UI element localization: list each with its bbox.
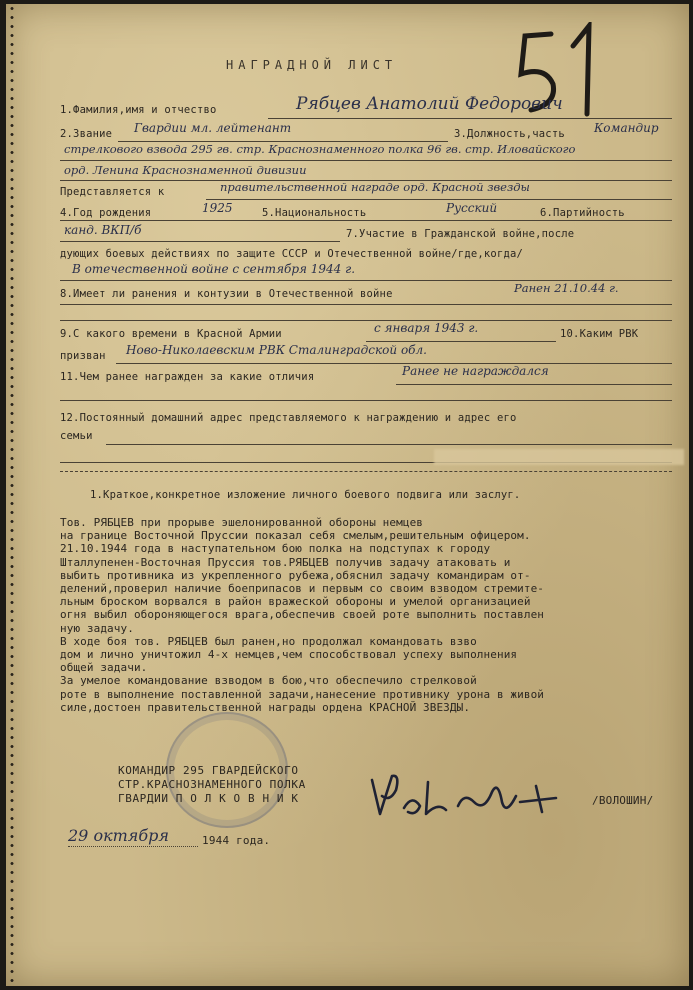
field-underline: [206, 199, 672, 200]
narrative-line: льным броском ворвался в район вражеской обороны и умелой организацией: [60, 595, 531, 609]
document-title: НАГРАДНОЙ ЛИСТ: [226, 58, 398, 72]
field-nationality-label: 5.Национальность: [262, 207, 367, 219]
field-armysince-label: 9.С какого времени в Красной Армии: [60, 328, 282, 340]
redacted-area: [434, 449, 684, 465]
narrative-line: 21.10.1944 года в наступательном бою полка на подступах к городу: [60, 542, 491, 556]
binding-holes: [10, 4, 14, 986]
field-underline: [60, 241, 340, 242]
field-underline: [60, 304, 672, 305]
narrative-line: делений,проверил наличие боеприпасов и первым со своим взводом стремите-: [60, 582, 545, 596]
field-underline: [60, 400, 672, 401]
award-sheet: [6, 4, 689, 986]
field-presented-value: правительственной награде орд. Красной звезды: [220, 180, 530, 194]
field-rvk-label-b: призван: [60, 350, 106, 362]
field-name-value: Рябцев Анатолий Федорович: [296, 94, 563, 114]
field-nationality-value: Русский: [446, 201, 498, 215]
field-underline: [116, 363, 672, 364]
field-rank-value: Гвардии мл. лейтенант: [134, 121, 292, 135]
field-underline: [60, 160, 672, 161]
field-civilwar-label-b: дующих боевых действиях по защите СССР и Отечественной войне/где,когда/: [60, 248, 524, 260]
field-wounds-value: Ранен 21.10.44 г.: [514, 281, 619, 295]
field-address-label-a: 12.Постоянный домашний адрес представляемого к награждению и адрес его: [60, 412, 517, 424]
field-underline: [396, 384, 672, 385]
narrative-line: на границе Восточной Пруссии показал себя смелым,решительным офицером.: [60, 529, 531, 543]
field-armysince-value: с января 1943 г.: [374, 321, 479, 335]
field-name-label: 1.Фамилия,имя и отчество: [60, 104, 217, 116]
field-rank-label: 2.Звание: [60, 128, 113, 140]
narrative-line: силе,достоен правительственной награды ордена КРАСНОЙ ЗВЕЗДЫ.: [60, 700, 471, 714]
date-underline: [68, 846, 198, 847]
field-position-label: 3.Должность,часть: [454, 128, 565, 140]
field-civilwar-label-a: 7.Участие в Гражданской войне,после: [346, 228, 575, 240]
field-prevaward-label: 11.Чем ранее награжден за какие отличия: [60, 371, 315, 383]
field-rvk-label: 10.Каким РВК: [560, 328, 639, 340]
date-handwritten: 29 октября: [68, 826, 169, 845]
field-position-cont1: стрелкового взвода 295 гв. стр. Краснознаменного полка 96 гв. стр. Иловайского: [64, 142, 576, 156]
narrative-line: Шталлупенен-Восточная Пруссия тов.РЯБЦЕВ получив задачу атаковать и: [60, 555, 511, 569]
field-underline: [268, 118, 672, 119]
field-underline: [60, 320, 672, 321]
field-wounds-label: 8.Имеет ли ранения и контузии в Отечественной войне: [60, 288, 393, 300]
date-printed: 1944 года.: [202, 834, 271, 847]
narrative-line: За умелое командование взводом в бою,что обеспечило стрелковой: [60, 674, 477, 688]
narrative-line: Тов. РЯБЦЕВ при прорыве эшелонированной обороны немцев: [60, 516, 424, 529]
field-address-label-b: семьи: [60, 430, 93, 442]
field-civilwar-value: В отечественной войне с сентября 1944 г.: [72, 262, 356, 276]
field-rvk-value: Ново-Николаевским РВК Сталинградской обл.: [126, 343, 427, 357]
narrative-block: [60, 516, 680, 716]
signature-block-line: СТР.КРАСНОЗНАМЕННОГО ПОЛКА: [118, 778, 306, 791]
field-party-label: 6.Партийность: [540, 207, 625, 219]
narrative-line: роте в выполнение поставленной задачи,нанесение противнику урона в живой: [60, 687, 545, 701]
narrative-line: выбить противника из укрепленного рубежа,обяснил задачу командирам от-: [60, 568, 531, 582]
field-position-value: Командир: [594, 121, 659, 135]
field-position-cont2: орд. Ленина Краснознаменной дивизии: [64, 163, 307, 177]
narrative-line: ную задачу.: [60, 621, 134, 635]
narrative-line: дом и лично уничтожил 4-х немцев,чем способствовал успеху выполнения: [60, 648, 518, 662]
field-birthyear-label: 4.Год рождения: [60, 207, 152, 219]
narrative-line: общей задачи.: [60, 661, 148, 675]
narrative-line: В ходе боя тов. РЯБЦЕВ был ранен,но продолжал командовать взво: [60, 634, 477, 648]
signature-block-line: КОМАНДИР 295 ГВАРДЕЙСКОГО: [118, 764, 299, 777]
field-underline: [60, 220, 672, 221]
section-divider: [60, 471, 672, 472]
signature-block-line: ГВАРДИИ П О Л К О В Н И К: [118, 792, 299, 805]
field-birthyear-value: 1925: [202, 201, 233, 215]
field-underline: [106, 444, 672, 445]
handwritten-signature: [366, 772, 566, 832]
signer-name: /ВОЛОШИН/: [592, 794, 654, 807]
field-underline: [366, 341, 556, 342]
narrative-line: огня выбил обороняющегося врага,обеспечив своей роте выполнить поставлен: [60, 608, 545, 622]
field-prevaward-value: Ранее не награждался: [402, 364, 549, 378]
section1-heading: 1.Краткое,конкретное изложение личного боевого подвига или заслуг.: [90, 489, 521, 501]
field-party-value: канд. ВКП/б: [64, 223, 142, 237]
field-presented-label: Представляется к: [60, 186, 165, 198]
